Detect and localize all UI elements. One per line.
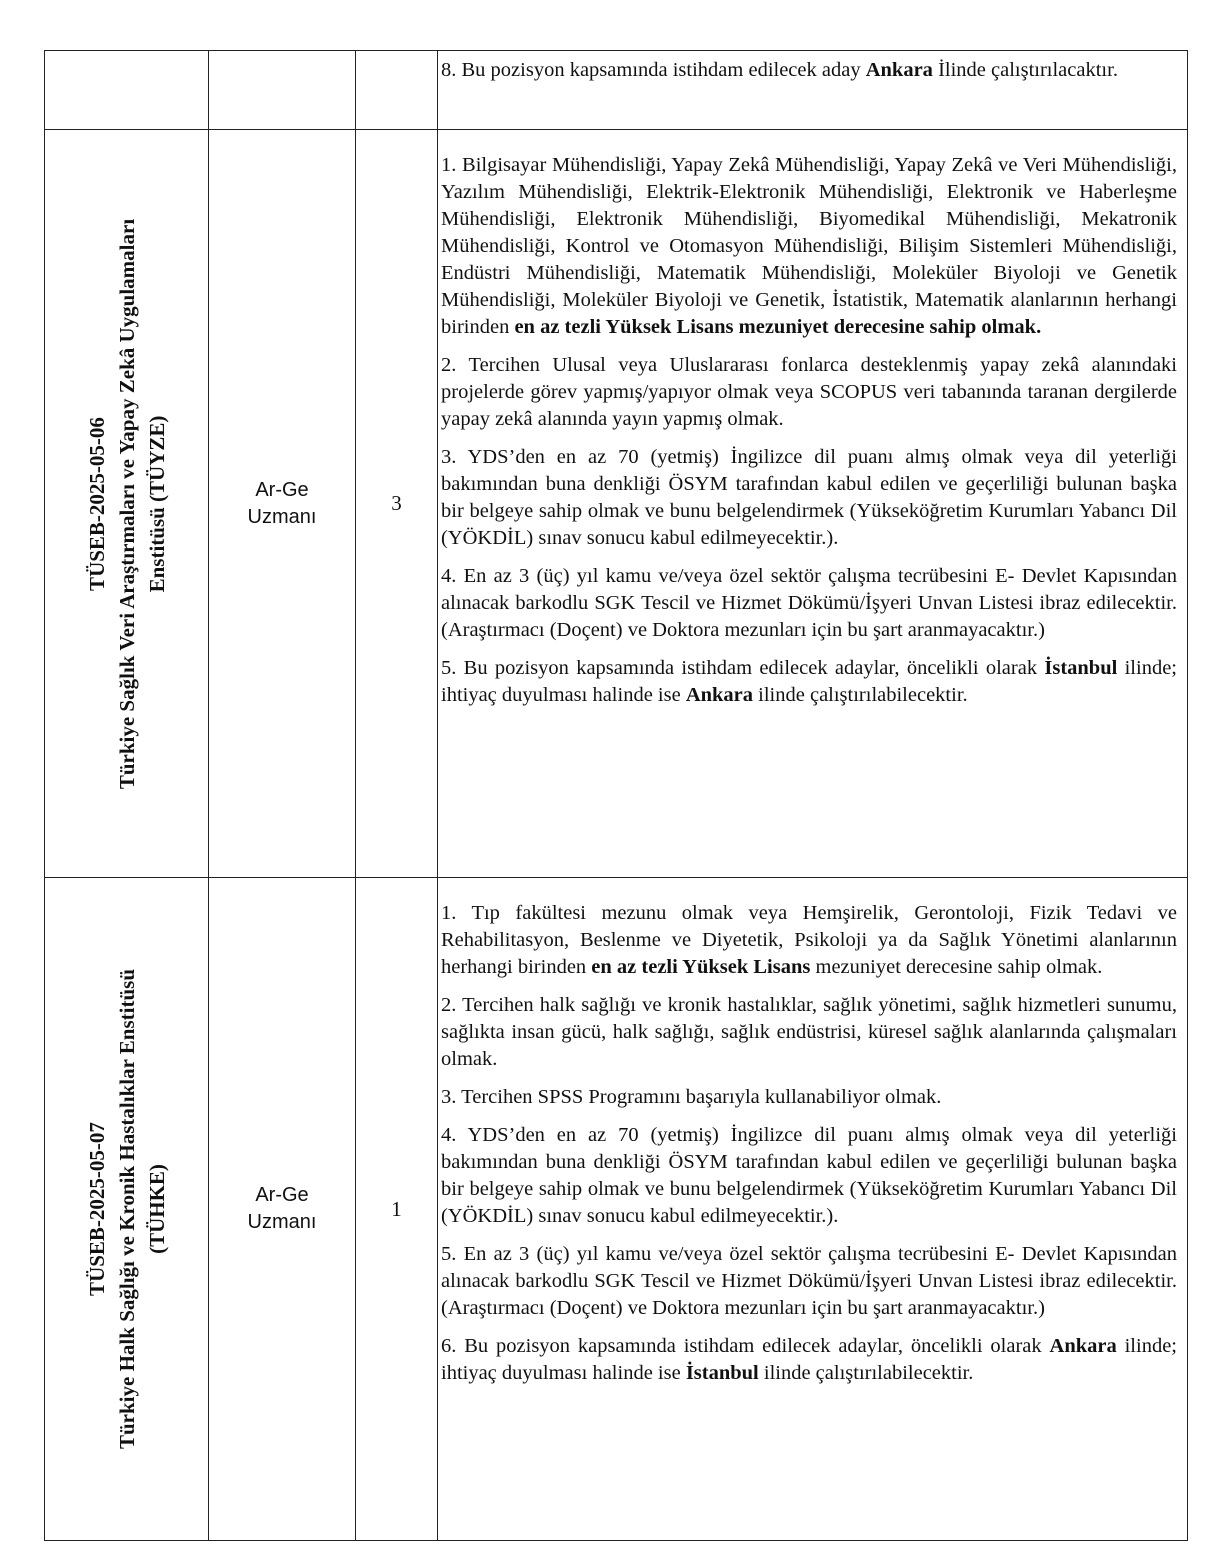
requirements-cell bbox=[438, 878, 1188, 1541]
position-count: 3 bbox=[391, 491, 402, 515]
institute-name: (TÜHKE) bbox=[144, 1164, 169, 1254]
requirement-item: 5. En az 3 (üç) yıl kamu ve/veya özel sektör çalışma tecrübesini E- Devlet Kapısından alınacak barkodlu SGK Tescil ve Hizmet Dökümü/İşyeri Unvan Listesi ibraz edilecektir. (Araştırmacı (Doçent) ve Doktora mezunları için bu şart aranmayacaktır.) bbox=[441, 1243, 1177, 1319]
requirement-item: 4. En az 3 (üç) yıl kamu ve/veya özel sektör çalışma tecrübesini E- Devlet Kapısından alınacak barkodlu SGK Tescil ve Hizmet Dökümü/İşyeri Unvan Listesi ibraz edilecektir. (Araştırmacı (Doçent) ve Doktora mezunları için bu şart aranmayacaktır.) bbox=[441, 565, 1177, 641]
position-title: Ar-Ge bbox=[255, 478, 309, 501]
position-cell bbox=[209, 130, 356, 878]
institute-code: TÜSEB-2025-05-07 bbox=[84, 1122, 109, 1296]
position-cell bbox=[209, 51, 356, 130]
position-title: Uzmanı bbox=[247, 505, 317, 528]
requirement-item: 4. YDS’den en az 70 (yetmiş) İngilizce dil puanı almış olmak veya dil yeterliği bakımından buna denkliği ÖSYM tarafından kabul edilen ve geçerliliği bulunan başka bir belgeye sahip olmak ve bunu belgelendirmek (Yükseköğretim Kurumları Yabancı Dil (YÖKDİL) sınav sonucu kabul edilmeyecektir.). bbox=[441, 1124, 1177, 1227]
requirement-item: 3. Tercihen SPSS Programını başarıyla kullanabiliyor olmak. bbox=[441, 1086, 942, 1108]
requirements-table bbox=[44, 50, 1188, 1541]
requirement-item: 8. Bu pozisyon kapsamında istihdam edilecek aday Ankara İlinde çalıştırılacaktır. bbox=[441, 59, 1118, 81]
requirement-item: 1. Bilgisayar Mühendisliği, Yapay Zekâ Mühendisliği, Yapay Zekâ ve Veri Mühendisliği, Yazılım Mühendisliği, Elektrik-Elektronik Mühendisliği, Elektronik ve Haberleşme Mühendisliği, Elektronik Mühendisliği, Biyomedikal Mühendisliği, Mekatronik Mühendisliği, Kontrol ve Otomasyon Mühendisliği, Bilişim Sistemleri Mühendisliği, Endüstri Mühendisliği, Matematik Mühendisliği, Moleküler Biyoloji ve Genetik Mühendisliği, Moleküler Biyoloji ve Genetik, İstatistik, Matematik alanlarının herhangi birinden en az tezli Yüksek Lisans mezuniyet derecesine sahip olmak. bbox=[441, 154, 1177, 338]
requirement-item: 3. YDS’den en az 70 (yetmiş) İngilizce dil puanı almış olmak veya dil yeterliği bakımından buna denkliği ÖSYM tarafından kabul edilen ve geçerliliği bulunan başka bir belgeye sahip olmak ve bunu belgelendirmek (Yükseköğretim Kurumları Yabancı Dil (YÖKDİL) sınav sonucu kabul edilmeyecektir.). bbox=[441, 446, 1177, 549]
requirement-item: 6. Bu pozisyon kapsamında istihdam edilecek adaylar, öncelikli olarak Ankara ilinde; ihtiyaç duyulması halinde ise İstanbul ilinde çalıştırılabilecektir. bbox=[441, 1335, 1177, 1384]
table-row bbox=[45, 130, 1188, 878]
count-cell bbox=[356, 51, 438, 130]
institute-name: Türkiye Halk Sağlığı ve Kronik Hastalıklar Enstitüsü bbox=[114, 969, 139, 1449]
count-cell bbox=[356, 878, 438, 1541]
institute-cell bbox=[45, 130, 209, 878]
institute-name: Enstitüsü (TÜYZE) bbox=[144, 415, 169, 592]
requirement-item: 1. Tıp fakültesi mezunu olmak veya Hemşirelik, Gerontoloji, Fizik Tedavi ve Rehabilitasyon, Beslenme ve Diyetetik, Psikoloji ya da Sağlık Yönetimi alanlarının herhangi birinden en az tezli Yüksek Lisans mezuniyet derecesine sahip olmak. bbox=[441, 902, 1177, 978]
institute-cell bbox=[45, 878, 209, 1541]
position-cell bbox=[209, 878, 356, 1541]
requirements-cell bbox=[438, 51, 1188, 130]
requirement-item: 5. Bu pozisyon kapsamında istihdam edilecek adaylar, öncelikli olarak İstanbul ilinde; ihtiyaç duyulması halinde ise Ankara ilinde çalıştırılabilecektir. bbox=[441, 657, 1177, 706]
position-title: Uzmanı bbox=[247, 1211, 317, 1233]
requirement-item: 2. Tercihen halk sağlığı ve kronik hastalıklar, sağlık yönetimi, sağlık hizmetleri sunumu, sağlıkta insan gücü, halk sağlığı, sağlık endüstrisi, küresel sağlık alanlarında çalışmaları olmak. bbox=[441, 994, 1177, 1070]
institute-name: Türkiye Sağlık Veri Araştırmaları ve Yapay Zekâ Uygulamaları bbox=[114, 218, 139, 789]
count-cell bbox=[356, 130, 438, 878]
requirement-item: 2. Tercihen Ulusal veya Uluslararası fonlarca desteklenmiş yapay zekâ alanındaki projelerde görev yapmış/yapıyor olmak veya SCOPUS veri tabanında taranan dergilerde yapay zekâ alanında yayın yapmış olmak. bbox=[441, 354, 1177, 430]
requirements-cell bbox=[438, 130, 1188, 878]
institute-cell bbox=[45, 51, 209, 130]
table-row bbox=[45, 51, 1188, 130]
table-row bbox=[45, 878, 1188, 1541]
institute-code: TÜSEB-2025-05-06 bbox=[84, 416, 109, 591]
position-count: 1 bbox=[391, 1196, 402, 1221]
position-title: Ar-Ge bbox=[255, 1184, 309, 1206]
